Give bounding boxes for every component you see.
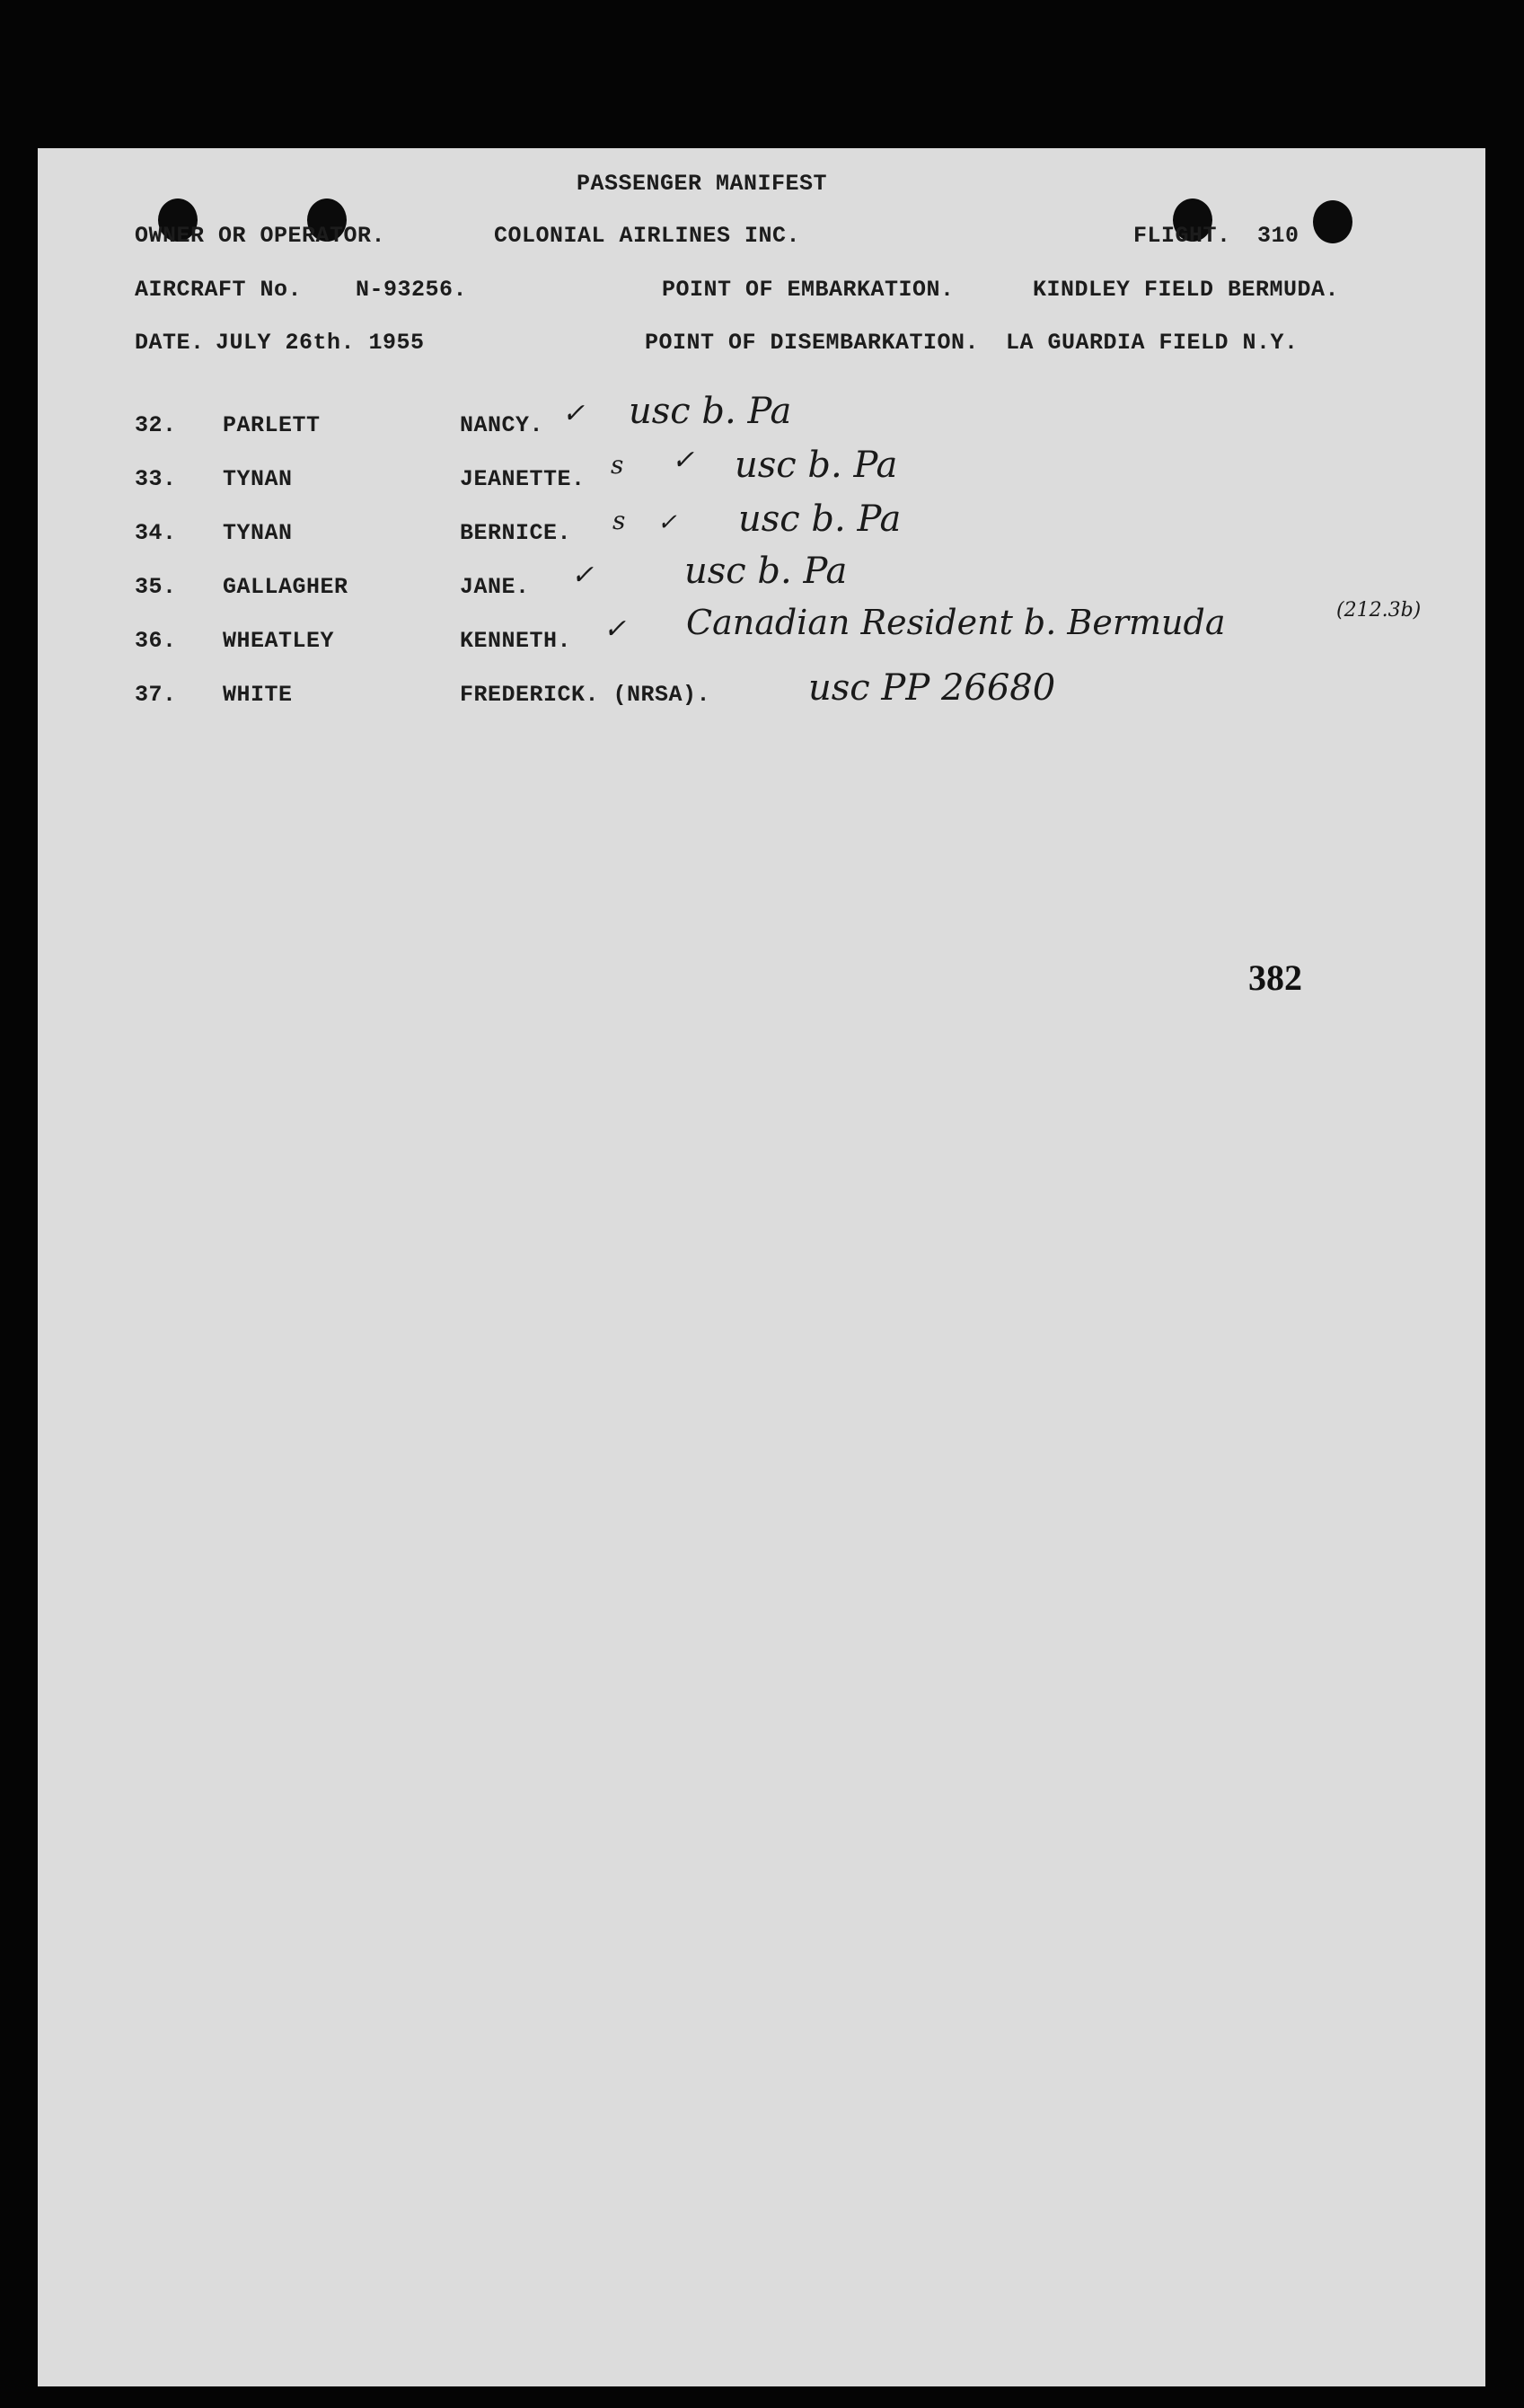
date-value: JULY 26th. 1955 [216,330,425,356]
bracket-mark: s [612,506,626,535]
passenger-number: 32. [135,412,177,438]
passenger-given-name: NANCY. [460,412,544,438]
document-title: PASSENGER MANIFEST [577,171,828,197]
handwritten-note-extra: (212.3b) [1336,599,1422,622]
flight-label: FLIGHT. [1133,223,1231,249]
passenger-given-name: JEANETTE. [460,466,586,492]
passenger-number: 33. [135,466,177,492]
aircraft-label: AIRCRAFT No. [135,277,303,303]
handwritten-note: usc b. Pa [684,551,848,592]
handwritten-note: usc b. Pa [735,445,898,486]
check-mark: ✓ [657,509,677,536]
handwritten-note: Canadian Resident b. Bermuda [686,603,1226,642]
owner-value: COLONIAL AIRLINES INC. [494,223,801,249]
passenger-number: 37. [135,682,177,708]
disembarkation-value: LA GUARDIA FIELD N.Y. [1006,330,1299,356]
disembarkation-label: POINT OF DISEMBARKATION. [645,330,980,356]
passenger-surname: PARLETT [223,412,321,438]
embarkation-label: POINT OF EMBARKATION. [662,277,955,303]
embarkation-value: KINDLEY FIELD BERMUDA. [1033,277,1340,303]
page-number: 382 [1248,957,1302,998]
handwritten-note: usc PP 26680 [808,667,1056,709]
handwritten-note: usc b. Pa [738,498,902,540]
aircraft-value: N-93256. [356,277,468,303]
passenger-surname: TYNAN [223,520,293,546]
punch-hole [1313,200,1352,243]
passenger-surname: WHEATLEY [223,628,335,654]
check-mark: ✓ [672,445,695,476]
manifest-page [38,148,1485,2386]
date-label: DATE. [135,330,205,356]
passenger-number: 35. [135,574,177,600]
check-mark: ✓ [571,560,595,591]
passenger-number: 34. [135,520,177,546]
handwritten-note: usc b. Pa [629,391,792,432]
passenger-surname: WHITE [223,682,293,708]
owner-label: OWNER OR OPERATOR. [135,223,386,249]
passenger-surname: TYNAN [223,466,293,492]
passenger-given-name: FREDERICK. (NRSA). [460,682,711,708]
check-mark: ✓ [562,398,586,429]
passenger-given-name: KENNETH. [460,628,572,654]
flight-value: 310 [1257,223,1299,249]
passenger-given-name: JANE. [460,574,530,600]
passenger-number: 36. [135,628,177,654]
passenger-given-name: BERNICE. [460,520,572,546]
check-mark: ✓ [603,613,627,645]
passenger-surname: GALLAGHER [223,574,348,600]
bracket-mark: s [611,450,624,480]
